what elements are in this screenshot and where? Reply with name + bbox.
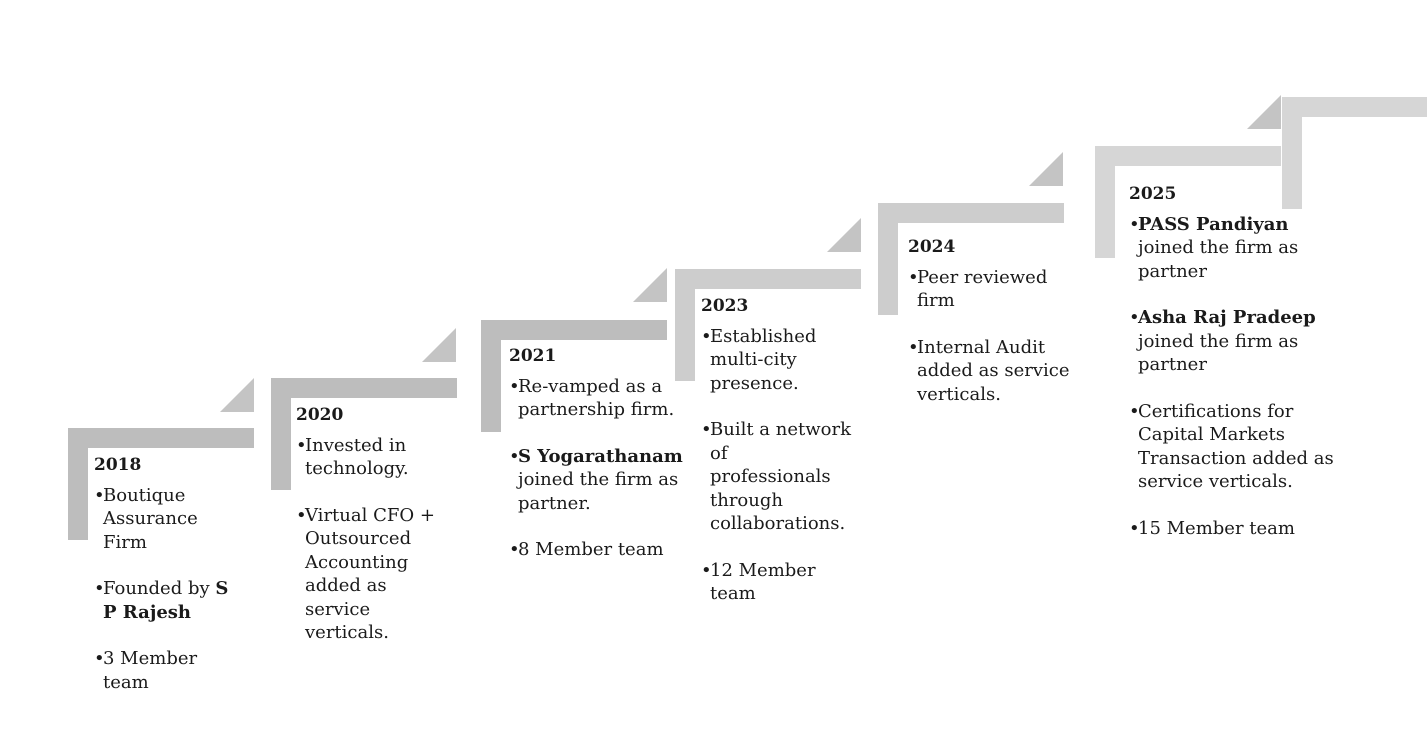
bullet-icon: • <box>296 504 307 526</box>
bullet-text-part: 8 Member team <box>518 539 664 560</box>
bullet-text <box>1138 213 1344 284</box>
bullet-text <box>1138 400 1344 494</box>
step-arrow-icon <box>422 328 456 362</box>
milestone-year: 2024 <box>908 237 956 257</box>
milestone-bullet-item <box>1129 213 1344 284</box>
milestone-2023 <box>701 295 853 629</box>
bullet-icon: • <box>1129 517 1140 539</box>
bullet-text <box>1138 306 1344 377</box>
bullet-text <box>710 418 853 536</box>
milestone-bullet-item <box>94 647 232 694</box>
bullet-icon: • <box>908 336 919 358</box>
bullet-text-part: Founded by <box>103 578 216 599</box>
bullet-text <box>305 504 456 645</box>
milestone-2025 <box>1129 183 1344 563</box>
milestone-bullet-item <box>509 375 689 422</box>
step-tread <box>68 428 254 448</box>
bullet-text-part: joined the firm as partner <box>1138 237 1299 282</box>
milestone-items <box>296 434 456 645</box>
bullet-text-part: Internal Audit added as service verticals. <box>917 336 1070 405</box>
milestone-2024 <box>908 236 1083 429</box>
bullet-text-part: Invested in technology. <box>305 434 409 479</box>
milestone-bullet-item <box>908 336 1083 407</box>
step-tread <box>1282 97 1427 117</box>
milestone-2018 <box>94 454 232 717</box>
milestone-items <box>94 484 232 695</box>
step-tread <box>1095 146 1281 166</box>
milestone-year: 2021 <box>509 346 557 366</box>
milestone-bullet-item <box>94 577 232 624</box>
step-arrow-icon <box>827 218 861 252</box>
bullet-icon: • <box>296 434 307 456</box>
milestone-bullet-item <box>701 418 853 536</box>
bullet-text <box>518 538 689 562</box>
bullet-icon: • <box>94 484 105 506</box>
bullet-icon: • <box>1129 307 1140 328</box>
step-arrow-icon <box>220 378 254 412</box>
bullet-text-part: 12 Member team <box>710 559 816 604</box>
bullet-text <box>103 647 232 694</box>
bullet-text <box>710 325 853 396</box>
bullet-text-part: joined the firm as partner <box>1138 330 1299 375</box>
milestone-bullet-item <box>296 504 456 645</box>
bold-name: S Yogarathanam <box>518 445 683 467</box>
bullet-text-part: Built a network of professionals through collaborations. <box>710 419 851 534</box>
bullet-text <box>103 577 232 624</box>
step-arrow-icon <box>633 268 667 302</box>
bold-name: S P Rajesh <box>103 578 229 623</box>
milestone-bullet-item <box>296 434 456 481</box>
step-arrow-icon <box>1247 95 1281 129</box>
milestone-items <box>1129 213 1344 541</box>
milestone-items <box>701 325 853 606</box>
milestone-2021 <box>509 345 689 585</box>
bullet-text-part: Established multi-city presence. <box>710 325 817 394</box>
milestone-year: 2018 <box>94 455 142 475</box>
step-arrow-icon <box>1029 152 1063 186</box>
bullet-text-part: Virtual CFO + Outsourced Accounting added as service verticals. <box>305 504 435 643</box>
bullet-text <box>518 445 689 516</box>
bullet-text-part: Certifications for Capital Markets Transaction added as service verticals. <box>1138 400 1334 492</box>
step-tread <box>675 269 861 289</box>
bullet-text <box>917 336 1083 407</box>
milestone-bullet-item <box>1129 400 1344 494</box>
bold-name: PASS Pandiyan <box>1138 213 1289 235</box>
bullet-text-part: Boutique Assurance Firm <box>103 484 198 553</box>
bullet-icon: • <box>1129 400 1140 422</box>
milestone-2020 <box>296 404 456 668</box>
milestone-year: 2025 <box>1129 184 1177 204</box>
milestone-bullet-item <box>701 559 853 606</box>
bullet-text <box>305 434 456 481</box>
bullet-icon: • <box>701 325 712 347</box>
milestone-year: 2020 <box>296 405 344 425</box>
bullet-icon: • <box>94 578 105 599</box>
bullet-text-part: Peer reviewed firm <box>917 266 1048 311</box>
bullet-text <box>917 266 1083 313</box>
milestone-year: 2023 <box>701 296 749 316</box>
milestone-bullet-item <box>94 484 232 555</box>
bullet-text-part: Re-vamped as a partnership firm. <box>518 375 675 420</box>
bullet-text <box>518 375 689 422</box>
bullet-icon: • <box>1129 213 1140 235</box>
milestone-bullet-item <box>1129 306 1344 377</box>
bullet-text <box>103 484 232 555</box>
milestone-bullet-item <box>701 325 853 396</box>
step-tread <box>481 320 667 340</box>
milestone-bullet-item <box>1129 517 1344 541</box>
bullet-text <box>1138 517 1344 541</box>
step-tread <box>878 203 1064 223</box>
step-tread <box>271 378 457 398</box>
bullet-icon: • <box>701 419 712 440</box>
bullet-text-part: 3 Member team <box>103 648 198 693</box>
bullet-icon: • <box>94 648 105 669</box>
bullet-icon: • <box>509 445 520 467</box>
bullet-icon: • <box>509 375 520 397</box>
milestone-bullet-item <box>509 445 689 516</box>
bullet-icon: • <box>908 266 919 288</box>
bullet-text-part: 15 Member team <box>1138 517 1295 539</box>
bullet-text <box>710 559 853 606</box>
bullet-icon: • <box>701 559 712 581</box>
milestone-bullet-item <box>908 266 1083 313</box>
bullet-text-part: joined the firm as partner. <box>518 469 679 514</box>
milestone-items <box>908 266 1083 407</box>
milestone-items <box>509 375 689 562</box>
bullet-icon: • <box>509 539 520 560</box>
milestone-bullet-item <box>509 538 689 562</box>
bold-name: Asha Raj Pradeep <box>1138 307 1316 328</box>
